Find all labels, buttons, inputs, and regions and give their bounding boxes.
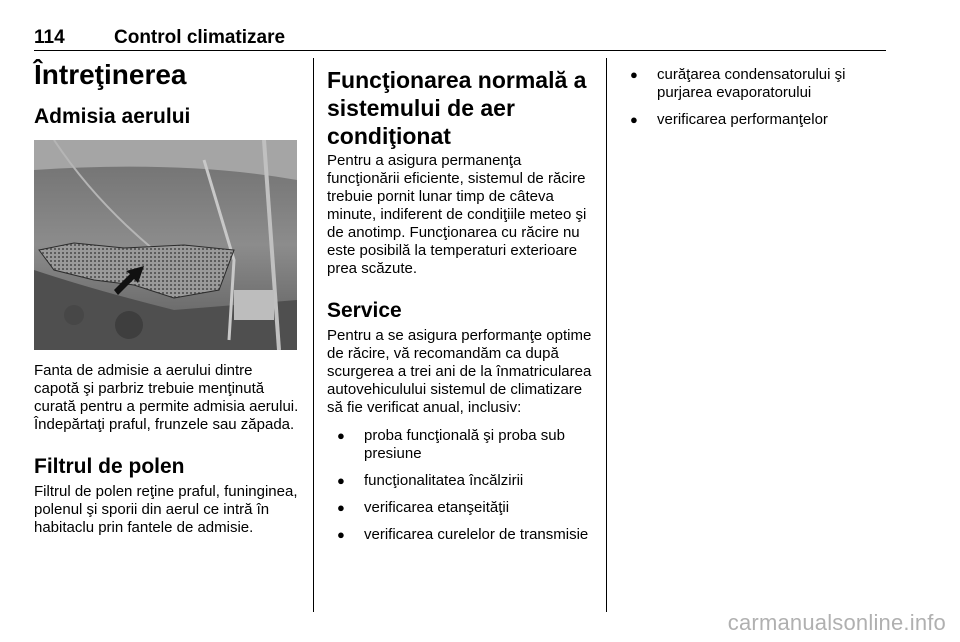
section-title: Întreţinerea — [34, 59, 187, 90]
subsection-title-pollen-filter: Filtrul de polen — [34, 455, 185, 478]
bullet-icon: ● — [337, 428, 345, 443]
air-intake-photo — [34, 140, 297, 350]
middle-column — [327, 58, 593, 553]
normal-operation-title: Funcţionarea normală a sistemului de aer condiţionat — [327, 67, 587, 149]
column-divider-2 — [606, 58, 607, 612]
pollen-filter-paragraph: Filtrul de polen reţine praful, funinginea, polenul şi sporii din aerul ce intră în habitaclu prin fantele de admisie. — [34, 483, 298, 536]
bullet-icon: ● — [337, 473, 345, 488]
list-item: ● proba funcţională şi proba sub presiune — [337, 427, 565, 462]
list-item: ● verificarea performanţelor — [630, 111, 828, 128]
bullet-icon: ● — [337, 500, 345, 515]
bullet-icon: ● — [630, 112, 638, 127]
list-item: ● verificarea curelelor de transmisie — [337, 526, 589, 543]
column-divider-1 — [313, 58, 314, 612]
header-rule — [34, 50, 886, 51]
subsection-title-air-intake: Admisia aerului — [34, 105, 191, 128]
page-header — [34, 26, 886, 50]
left-column — [34, 58, 300, 130]
air-intake-paragraph: Fanta de admisie a aerului dintre capotă şi parbriz trebuie menţinută curată pentru a permite admisia aerului. Îndepărtaţi praful, frunzele sau zăpada. — [34, 362, 299, 433]
list-item: ● funcţionalitatea încălzirii — [337, 472, 524, 489]
left-column-lower — [34, 362, 300, 537]
normal-operation-paragraph: Pentru a asigura permanenţa funcţionării eficiente, sistemul de răcire trebuie pornit lunar timp de câteva minute, indiferent de condiţiile meteo şi de anotimp. Funcţionarea cu răcire nu este posibilă la temperaturi exterioare prea scăzute. — [327, 152, 587, 277]
service-checklist — [327, 427, 593, 544]
watermark: carmanualsonline.info — [727, 610, 946, 635]
service-paragraph: Pentru a se asigura performanţe optime de răcire, vă recomandăm ca după scurgerea a trei ani de la înmatricularea autovehiculului sistemul de climatizare să fie verificat anual, inclusiv: — [327, 327, 592, 416]
list-item: ● curăţarea condensatorului şi purjarea evaporatorului — [630, 66, 846, 101]
right-column — [620, 66, 886, 138]
page-number: 114 — [34, 27, 65, 48]
bullet-icon: ● — [630, 67, 638, 82]
service-title: Service — [327, 299, 402, 322]
service-checklist-continued — [620, 66, 886, 129]
chapter-title: Control climatizare — [114, 27, 286, 48]
bullet-icon: ● — [337, 527, 345, 542]
list-item: ● verificarea etanşeităţii — [337, 499, 510, 516]
